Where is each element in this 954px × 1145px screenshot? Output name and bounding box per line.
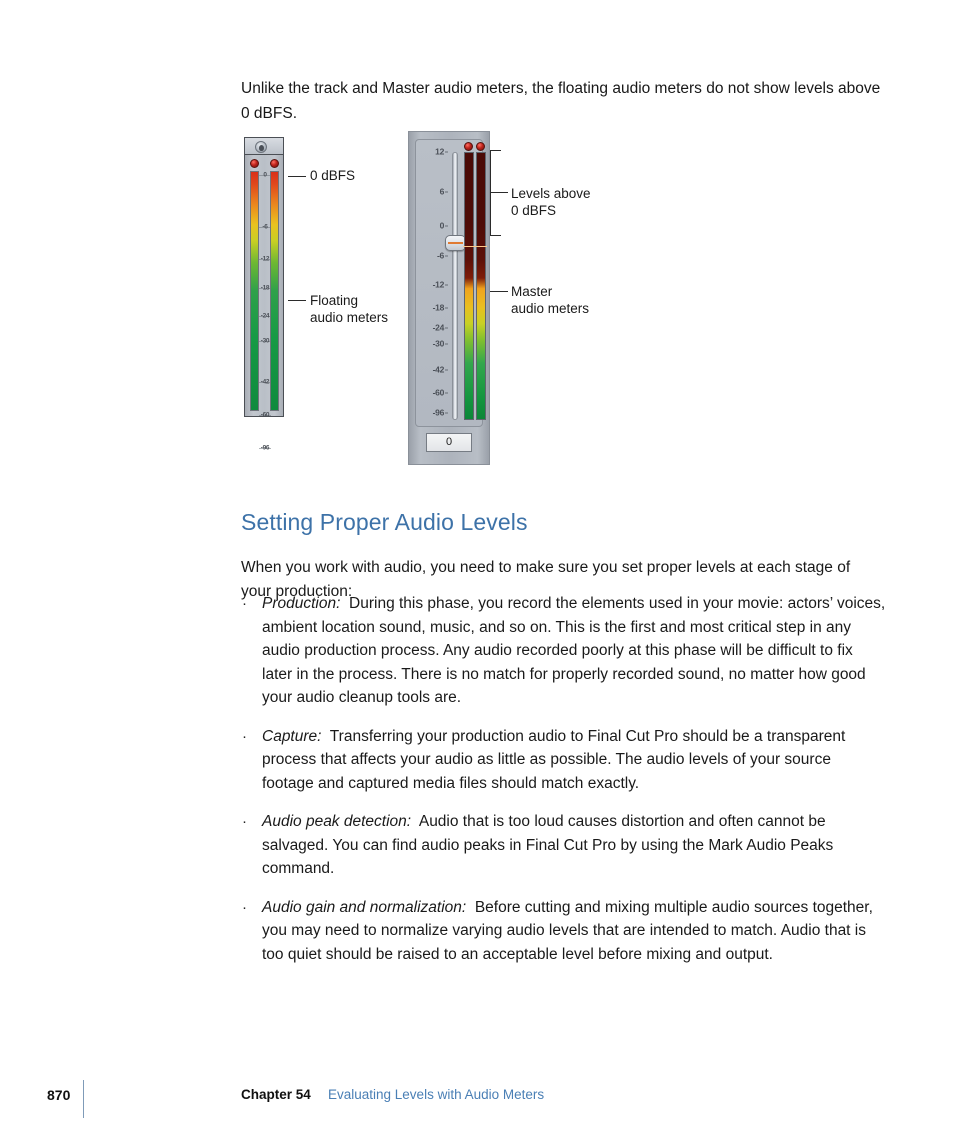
master-scale-tick-label: -96 (432, 407, 444, 418)
callout-label-floating-meters-line2: audio meters (310, 310, 389, 325)
window-control-icon[interactable] (255, 141, 267, 153)
section-intro-paragraph: When you work with audio, you need to make sure you set proper levels at each stage of your production: (241, 558, 851, 600)
intro-paragraph: Unlike the track and Master audio meters, the floating audio meters do not show levels above 0 dBFS. (241, 79, 881, 122)
scale-tick-label: -6 (262, 223, 268, 231)
zero-dbfs-line (463, 246, 487, 247)
master-meter-scale (418, 146, 448, 420)
list-item-term: Audio peak detection: (262, 813, 412, 830)
master-audio-meters-figure (408, 131, 490, 465)
meter-bar-right (270, 171, 279, 411)
bullet-dot-icon: · (242, 813, 247, 830)
callout-line-levels-above (490, 192, 508, 193)
callout-label-floating-meters-line1: Floating (310, 293, 359, 308)
callout-line-0dbfs (288, 176, 306, 177)
master-meter-bar-right (476, 152, 486, 420)
scale-tick-label: -12 (260, 255, 270, 263)
callout-label-0dbfs: 0 dBFS (310, 168, 356, 183)
footer-chapter-number: Chapter 54 (241, 1087, 311, 1102)
scale-tick-label: -60 (260, 411, 270, 419)
master-scale-tick-label: 6 (439, 186, 444, 197)
meter-bar-left (250, 171, 259, 411)
callout-label-levels-above-line1: Levels above (511, 186, 591, 201)
bullet-dot-icon: · (242, 898, 247, 916)
scale-tick-label: -42 (260, 378, 270, 386)
bullet-dot-icon: · (242, 595, 247, 612)
bullet-list (241, 592, 886, 981)
scale-tick-label: 0 (263, 171, 267, 179)
list-item (241, 810, 886, 881)
bullet-dot-icon: · (242, 727, 247, 745)
peak-indicator-led-right[interactable] (270, 159, 279, 168)
floating-audio-meters-figure (244, 137, 284, 452)
callout-line-master-meters (490, 291, 508, 292)
list-item-text: Before cutting and mixing multiple audio sources together, you may need to normalize varying audio levels that are intended to match. Audio that is too quiet should be raised to an acceptable level before mixing and output. (262, 898, 873, 963)
list-item-term: Capture: (262, 727, 322, 745)
list-item (241, 725, 886, 796)
list-item-text: During this phase, you record the elements used in your movie: actors’ voices, ambient location sound, music, and so on. This is the first and most critical step in any audio production process. Any audio recorded poorly at this phase will be difficult to fix later in the process. There is no match for properly recorded sound, no matter how good your audio cleanup tools are. (262, 595, 886, 706)
master-scale-tick-label: -18 (432, 302, 444, 313)
list-item-text: Transferring your production audio to Final Cut Pro should be a transparent process that affects your audio as little as possible. The audio levels of your source footage and captured media files should match exactly. (262, 727, 846, 792)
footer-divider (83, 1080, 84, 1118)
master-gain-slider-track[interactable] (452, 152, 458, 420)
page-footer (47, 1085, 907, 1125)
master-meter-bar-left (464, 152, 474, 420)
master-scale-tick-label: -24 (432, 322, 444, 333)
master-scale-tick-label: -42 (432, 364, 444, 375)
callout-bracket-levels-above (490, 150, 501, 236)
callout-label-master-meters-line2: audio meters (511, 301, 590, 316)
footer-chapter-title: Evaluating Levels with Audio Meters (328, 1087, 545, 1102)
callout-label-levels-above-line2: 0 dBFS (511, 203, 557, 218)
scale-tick-label: -18 (260, 284, 270, 292)
floating-meter-body (244, 154, 284, 452)
master-gain-value-field[interactable]: 0 (426, 433, 472, 452)
list-item (241, 896, 886, 967)
peak-indicator-led-left[interactable] (250, 159, 259, 168)
master-scale-tick-label: 0 (439, 220, 444, 231)
master-gain-slider-thumb[interactable] (445, 235, 466, 251)
list-item-text: Audio that is too loud causes distortion and often cannot be salvaged. You can find audio peaks in Final Cut Pro by using the Mark Audio Peaks command. (262, 813, 834, 877)
list-item-term: Production: (262, 595, 341, 612)
master-scale-tick-label: 12 (435, 146, 444, 157)
master-scale-tick-label: -6 (437, 250, 444, 261)
master-peak-indicator-led-left[interactable] (464, 142, 473, 151)
scale-tick-label: -96 (260, 444, 270, 452)
master-meter-inner-panel (415, 139, 483, 427)
floating-meter-titlebar (244, 137, 284, 155)
list-item-term: Audio gain and normalization: (262, 898, 467, 916)
list-item (241, 592, 886, 710)
scale-tick-label: -30 (260, 337, 270, 345)
page-title: Setting Proper Audio Levels (241, 509, 528, 535)
master-scale-tick-label: -30 (432, 338, 444, 349)
callout-line-floating-meters (288, 300, 306, 301)
master-peak-indicator-led-right[interactable] (476, 142, 485, 151)
master-scale-tick-label: -12 (432, 279, 444, 290)
floating-meter-scale (259, 171, 271, 452)
footer-page-number: 870 (47, 1087, 71, 1103)
master-scale-tick-label: -60 (432, 387, 444, 398)
scale-tick-label: -24 (260, 312, 270, 320)
callout-label-master-meters-line1: Master (511, 284, 553, 299)
